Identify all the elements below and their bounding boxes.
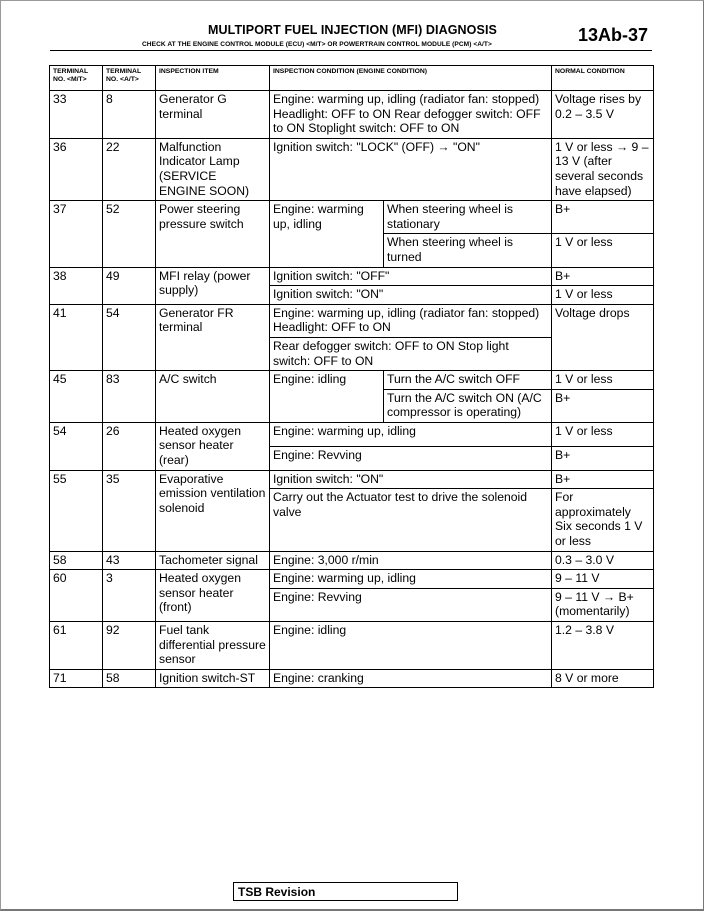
inspection-item: Generator FR terminal — [156, 304, 270, 370]
table-row — [50, 201, 654, 234]
table-row — [50, 669, 654, 688]
table-header-row — [50, 66, 654, 91]
terminal-mt: 71 — [50, 669, 103, 688]
terminal-at: 83 — [103, 371, 156, 423]
normal-condition: 1 V or less — [552, 422, 654, 446]
inspection-condition: Engine: Revving — [270, 446, 552, 470]
inspection-condition: Engine: idling — [270, 622, 552, 670]
normal-condition: Voltage rises by 0.2 – 3.5 V — [552, 91, 654, 139]
normal-condition: 1 V or less — [552, 286, 654, 305]
inspection-condition: Engine: warming up, idling — [270, 201, 384, 267]
page-subtitle: CHECK AT THE ENGINE CONTROL MODULE (ECU) <M/T> OR POWERTRAIN CONTROL MODULE (PCM) <A/T> — [142, 41, 492, 48]
inspection-condition: Carry out the Actuator test to drive the solenoid valve — [270, 489, 552, 551]
terminal-at: 35 — [103, 470, 156, 551]
inspection-condition: Ignition switch: "LOCK" (OFF) → "ON" — [270, 138, 552, 200]
inspection-subcondition: Turn the A/C switch ON (A/C compressor is operating) — [384, 389, 552, 422]
tsb-revision-label: TSB Revision — [238, 885, 316, 899]
table-row — [50, 267, 654, 286]
terminal-mt: 61 — [50, 622, 103, 670]
normal-condition: B+ — [552, 267, 654, 286]
inspection-condition: Engine: Revving — [270, 588, 552, 621]
terminal-mt: 38 — [50, 267, 103, 304]
inspection-condition: Ignition switch: "ON" — [270, 470, 552, 489]
normal-condition: 8 V or more — [552, 669, 654, 688]
normal-condition: B+ — [552, 446, 654, 470]
inspection-condition: Engine: warming up, idling (radiator fan: stopped) Headlight: OFF to ON — [270, 304, 552, 337]
terminal-mt: 36 — [50, 138, 103, 200]
terminal-mt: 60 — [50, 570, 103, 622]
col-inspection-item: INSPECTION ITEM — [156, 66, 270, 91]
col-terminal-at: TERMINAL NO. <A/T> — [103, 66, 156, 91]
terminal-at: 54 — [103, 304, 156, 370]
col-normal-condition: NORMAL CONDITION — [552, 66, 654, 91]
table-row — [50, 470, 654, 489]
normal-condition: B+ — [552, 201, 654, 234]
inspection-condition: Engine: warming up, idling — [270, 422, 552, 446]
terminal-mt: 33 — [50, 91, 103, 139]
terminal-mt: 37 — [50, 201, 103, 267]
table-row — [50, 371, 654, 390]
normal-condition: Voltage drops — [552, 304, 654, 370]
normal-condition: 1.2 – 3.8 V — [552, 622, 654, 670]
tsb-revision-box — [233, 882, 458, 901]
table-row — [50, 304, 654, 337]
terminal-mt: 45 — [50, 371, 103, 423]
terminal-at: 8 — [103, 91, 156, 139]
inspection-item: Ignition switch-ST — [156, 669, 270, 688]
inspection-subcondition: When steering wheel is stationary — [384, 201, 552, 234]
col-terminal-mt: TERMINAL NO. <M/T> — [50, 66, 103, 91]
table-row — [50, 551, 654, 570]
inspection-item: Generator G terminal — [156, 91, 270, 139]
terminal-at: 92 — [103, 622, 156, 670]
table-row — [50, 622, 654, 670]
normal-condition: 1 V or less → 9 – 13 V (after several seconds have elapsed) — [552, 138, 654, 200]
inspection-item: MFI relay (power supply) — [156, 267, 270, 304]
normal-condition: For approximately Six seconds 1 V or less — [552, 489, 654, 551]
terminal-at: 3 — [103, 570, 156, 622]
table-row — [50, 91, 654, 139]
inspection-condition: Ignition switch: "OFF" — [270, 267, 552, 286]
inspection-condition: Engine: 3,000 r/min — [270, 551, 552, 570]
normal-condition: 9 – 11 V → B+ (momentarily) — [552, 588, 654, 621]
normal-condition: 0.3 – 3.0 V — [552, 551, 654, 570]
terminal-at: 22 — [103, 138, 156, 200]
normal-condition: 1 V or less — [552, 371, 654, 390]
terminal-at: 52 — [103, 201, 156, 267]
terminal-mt: 54 — [50, 422, 103, 470]
inspection-condition: Rear defogger switch: OFF to ON Stop light switch: OFF to ON — [270, 337, 552, 370]
header-rule — [50, 50, 652, 51]
table-row — [50, 570, 654, 589]
inspection-item: Fuel tank differential pressure sensor — [156, 622, 270, 670]
terminal-at: 49 — [103, 267, 156, 304]
table-row — [50, 422, 654, 446]
inspection-condition: Ignition switch: "ON" — [270, 286, 552, 305]
inspection-item: Heated oxygen sensor heater (rear) — [156, 422, 270, 470]
inspection-condition: Engine: warming up, idling (radiator fan: stopped) Headlight: OFF to ON Rear defogger switch: OFF to ON Stoplight switch: OFF to ON — [270, 91, 552, 139]
inspection-item: Malfunction Indicator Lamp (SERVICE ENGINE SOON) — [156, 138, 270, 200]
normal-condition: 1 V or less — [552, 234, 654, 267]
page-number: 13Ab-37 — [578, 25, 649, 45]
terminal-mt: 41 — [50, 304, 103, 370]
table-row — [50, 138, 654, 200]
inspection-item: Power steering pressure switch — [156, 201, 270, 267]
inspection-subcondition: Turn the A/C switch OFF — [384, 371, 552, 390]
terminal-mt: 58 — [50, 551, 103, 570]
page-title: MULTIPORT FUEL INJECTION (MFI) DIAGNOSIS — [208, 23, 497, 37]
inspection-item: Heated oxygen sensor heater (front) — [156, 570, 270, 622]
inspection-item: A/C switch — [156, 371, 270, 423]
inspection-item: Evaporative emission ventilation solenoid — [156, 470, 270, 551]
normal-condition: B+ — [552, 470, 654, 489]
inspection-condition: Engine: warming up, idling — [270, 570, 552, 589]
normal-condition: B+ — [552, 389, 654, 422]
terminal-at: 26 — [103, 422, 156, 470]
inspection-condition: Engine: cranking — [270, 669, 552, 688]
inspection-subcondition: When steering wheel is turned — [384, 234, 552, 267]
inspection-table — [49, 65, 654, 688]
terminal-at: 58 — [103, 669, 156, 688]
col-inspection-condition: INSPECTION CONDITION (ENGINE CONDITION) — [270, 66, 552, 91]
inspection-condition: Engine: idling — [270, 371, 384, 423]
normal-condition: 9 – 11 V — [552, 570, 654, 589]
inspection-item: Tachometer signal — [156, 551, 270, 570]
terminal-at: 43 — [103, 551, 156, 570]
terminal-mt: 55 — [50, 470, 103, 551]
